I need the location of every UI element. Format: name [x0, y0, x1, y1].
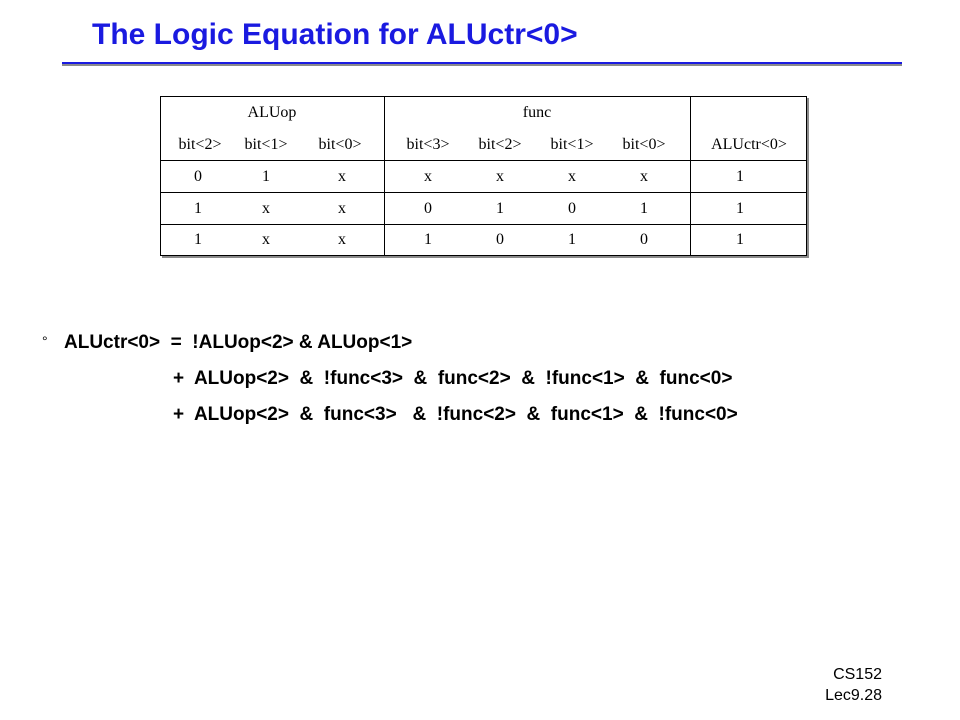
- equation-bullet: °: [42, 333, 48, 349]
- table-cell: x: [496, 168, 504, 185]
- slide-title: The Logic Equation for ALUctr<0>: [92, 18, 578, 51]
- table-cell: 0: [424, 200, 432, 217]
- table-cell: 1: [194, 200, 202, 217]
- table-cell: 0: [640, 231, 648, 248]
- table-bottom-shadow: [162, 256, 809, 258]
- table-cell: x: [262, 200, 270, 217]
- table-cell: x: [262, 231, 270, 248]
- equation-line-1: ALUctr<0> = !ALUop<2> & ALUop<1>: [64, 332, 413, 353]
- table-divider-func-output: [690, 96, 691, 256]
- table-cell: x: [338, 168, 346, 185]
- col-header-aluctr0: ALUctr<0>: [711, 136, 787, 153]
- col-header-aluop-bit2: bit<2>: [178, 136, 222, 153]
- col-header-func-bit3: bit<3>: [406, 136, 450, 153]
- table-cell: 1: [496, 200, 504, 217]
- table-cell: 1: [736, 200, 744, 217]
- header-func: func: [522, 104, 552, 121]
- slide-footer: [825, 664, 882, 706]
- table-cell: 1: [736, 231, 744, 248]
- table-header-rule: [160, 160, 807, 161]
- table-top-border: [160, 96, 807, 97]
- equation-line-3: + ALUop<2> & func<3> & !func<2> & func<1> & !func<0>: [173, 404, 738, 425]
- col-header-func-bit1: bit<1>: [550, 136, 594, 153]
- table-cell: x: [338, 200, 346, 217]
- table-cell: 1: [568, 231, 576, 248]
- table-cell: x: [568, 168, 576, 185]
- title-divider: [62, 62, 902, 66]
- table-cell: 0: [496, 231, 504, 248]
- footer-lecture: Lec9.28: [825, 687, 882, 704]
- table-cell: 0: [194, 168, 202, 185]
- table-cell: x: [424, 168, 432, 185]
- table-cell: x: [338, 231, 346, 248]
- table-cell: 1: [194, 231, 202, 248]
- table-cell: 1: [424, 231, 432, 248]
- table-cell: x: [640, 168, 648, 185]
- table-cell: 0: [568, 200, 576, 217]
- col-header-func-bit0: bit<0>: [622, 136, 666, 153]
- table-right-shadow: [807, 98, 809, 258]
- header-aluop: ALUop: [247, 104, 297, 121]
- col-header-aluop-bit0: bit<0>: [318, 136, 362, 153]
- equation-line-2: + ALUop<2> & !func<3> & func<2> & !func<1> & func<0>: [173, 368, 733, 389]
- truth-table: [160, 96, 808, 256]
- table-row-rule-2: [160, 224, 807, 225]
- col-header-func-bit2: bit<2>: [478, 136, 522, 153]
- table-cell: 1: [640, 200, 648, 217]
- table-row-rule-1: [160, 192, 807, 193]
- table-cell: 1: [262, 168, 270, 185]
- table-cell: 1: [736, 168, 744, 185]
- footer-course: CS152: [833, 666, 882, 683]
- col-header-aluop-bit1: bit<1>: [244, 136, 288, 153]
